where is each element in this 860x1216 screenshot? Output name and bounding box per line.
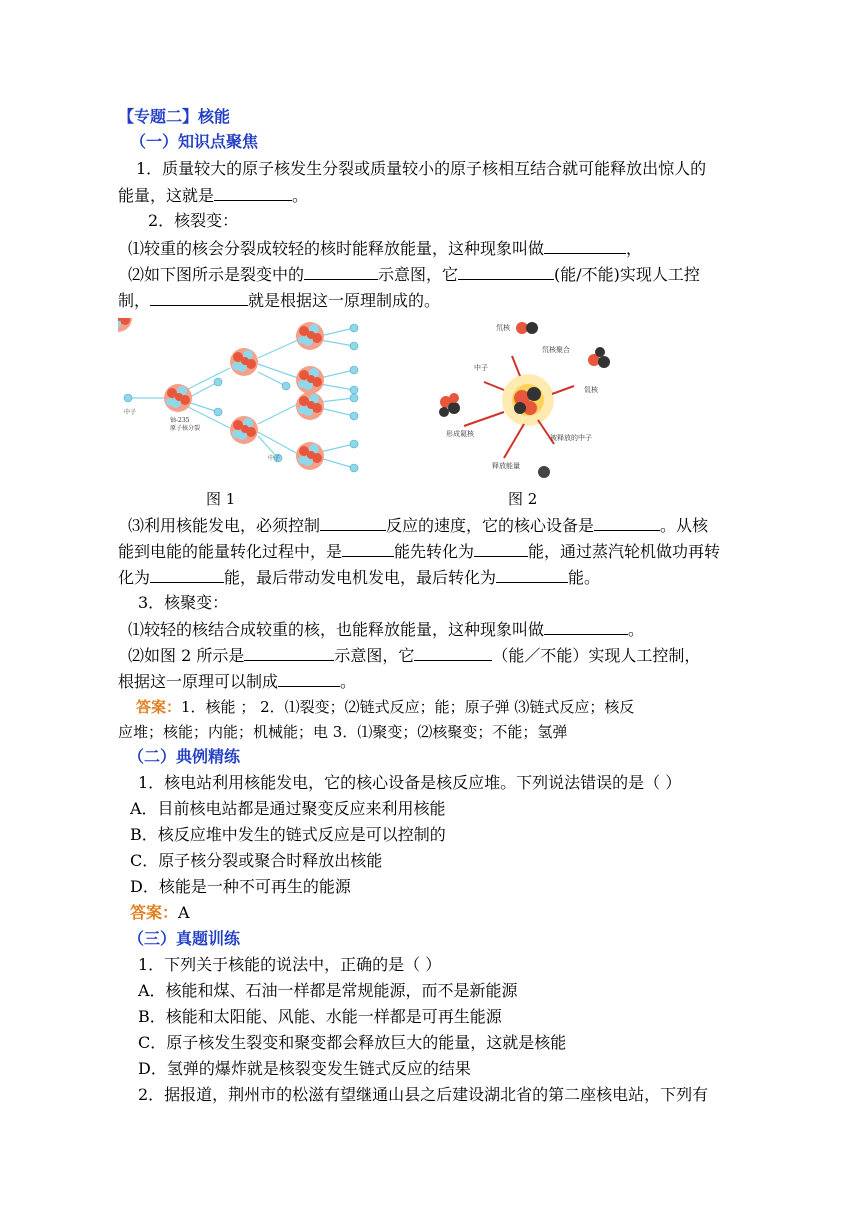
svg-text:中子: 中子	[268, 455, 281, 462]
paragraph-2-2b: 制， 就是根据这一原理制成的。	[118, 291, 441, 310]
paragraph-2-3a: ⑶利用核能发电，必须控制 反应的速度，它的核心设备是 。从核	[128, 516, 709, 535]
fill-blank	[320, 514, 386, 531]
option-c: C．原子核分裂或聚合时释放出核能	[130, 851, 383, 870]
fill-blank	[496, 566, 568, 583]
svg-text:氚核: 氚核	[584, 386, 598, 394]
figure-1-caption: 图 1	[206, 490, 236, 508]
paragraph-2: 2．核裂变：	[148, 211, 239, 230]
fill-blank	[594, 514, 660, 531]
option-b: B．核反应堆中发生的链式反应是可以控制的	[130, 825, 446, 844]
answer-1-line-1: 答案：1．核能 ； 2．⑴裂变；⑵链式反应；能；原子弹 ⑶链式反应；核反	[136, 698, 635, 716]
paragraph-3-2b: 根据这一原理可以制成 。	[118, 672, 357, 691]
section-heading-3: （三）真题训练	[128, 929, 241, 948]
training-question-2: 2．据报道，荆州市的松滋有望继通山县之后建设湖北省的第二座核电站，下列有	[138, 1085, 709, 1104]
fill-blank	[244, 644, 334, 661]
paragraph-3: 3．核聚变：	[138, 593, 229, 612]
svg-text:氘核聚合: 氘核聚合	[542, 346, 570, 354]
svg-text:铀-235: 铀-235	[170, 417, 190, 424]
svg-text:中子: 中子	[124, 409, 137, 416]
question-1: 1．核电站利用核能发电，它的核心设备是核反应堆。下列说法错误的是（ ）	[138, 773, 682, 792]
fill-blank	[150, 289, 248, 306]
svg-text:原子核分裂: 原子核分裂	[170, 425, 201, 432]
paragraph-2-3c: 化为 能，最后带动发电机发电，最后转化为 能。	[118, 568, 601, 587]
training-option-a: A．核能和煤、石油一样都是常规能源，而不是新能源	[138, 981, 518, 1000]
option-a: A．目前核电站都是通过聚变反应来利用核能	[130, 799, 446, 818]
svg-text:氘核: 氘核	[496, 324, 510, 332]
option-d: D．核能是一种不可再生的能源	[130, 877, 351, 896]
fill-blank	[544, 618, 628, 635]
figure-2-fusion-diagram	[424, 316, 628, 486]
fill-blank	[474, 540, 528, 557]
paragraph-1b: 能量，这就是 。	[118, 186, 309, 205]
svg-text:形成氦核: 形成氦核	[446, 430, 474, 438]
paragraph-2-3b: 能到电能的能量转化过程中，是 能先转化为 能，通过蒸汽轮机做功再转	[118, 542, 721, 561]
paragraph-2-2: ⑵如下图所示是裂变中的 示意图，它 (能/不能)实现人工控	[128, 265, 700, 284]
training-question-1: 1．下列关于核能的说法中，正确的是（ ）	[138, 955, 442, 974]
fill-blank	[458, 263, 554, 280]
figure-2-caption: 图 2	[508, 490, 538, 508]
paragraph-2-1: ⑴较重的核会分裂成较轻的核时能释放能量，这种现象叫做 ，	[128, 239, 643, 258]
fill-blank	[342, 540, 394, 557]
fill-blank	[414, 644, 492, 661]
fill-blank	[278, 670, 340, 687]
paragraph-3-2: ⑵如图 2 所示是 示意图，它 （能／不能）实现人工控制，	[128, 646, 701, 665]
paragraph-1a: 1．质量较大的原子核发生分裂或质量较小的原子核相互结合就可能释放出惊人的	[136, 159, 707, 178]
section-heading-2: （二）典例精练	[128, 747, 241, 766]
training-option-b: B．核能和太阳能、风能、水能一样都是可再生能源	[138, 1007, 502, 1026]
svg-text:被释放的中子: 被释放的中子	[550, 434, 592, 442]
svg-text:释放能量: 释放能量	[492, 462, 520, 470]
answer-2: 答案：A	[130, 903, 190, 922]
fill-blank	[544, 237, 626, 254]
training-option-c: C．原子核发生裂变和聚变都会释放巨大的能量，这就是核能	[138, 1033, 567, 1052]
training-option-d: D．氢弹的爆炸就是核裂变发生链式反应的结果	[138, 1059, 471, 1078]
paragraph-3-1: ⑴较轻的核结合成较重的核，也能释放能量，这种现象叫做 。	[128, 620, 645, 639]
fill-blank	[304, 263, 378, 280]
section-title: 【专题二】核能	[118, 107, 231, 126]
section-heading-1: （一）知识点聚焦	[130, 132, 259, 151]
fill-blank	[150, 566, 224, 583]
fill-blank	[214, 184, 292, 201]
figure-1-chain-reaction	[118, 318, 378, 490]
answer-1-line-2: 应堆；核能；内能；机械能；电 3．⑴聚变；⑵核聚变；不能；氢弹	[118, 723, 568, 741]
svg-text:中子: 中子	[474, 364, 488, 372]
